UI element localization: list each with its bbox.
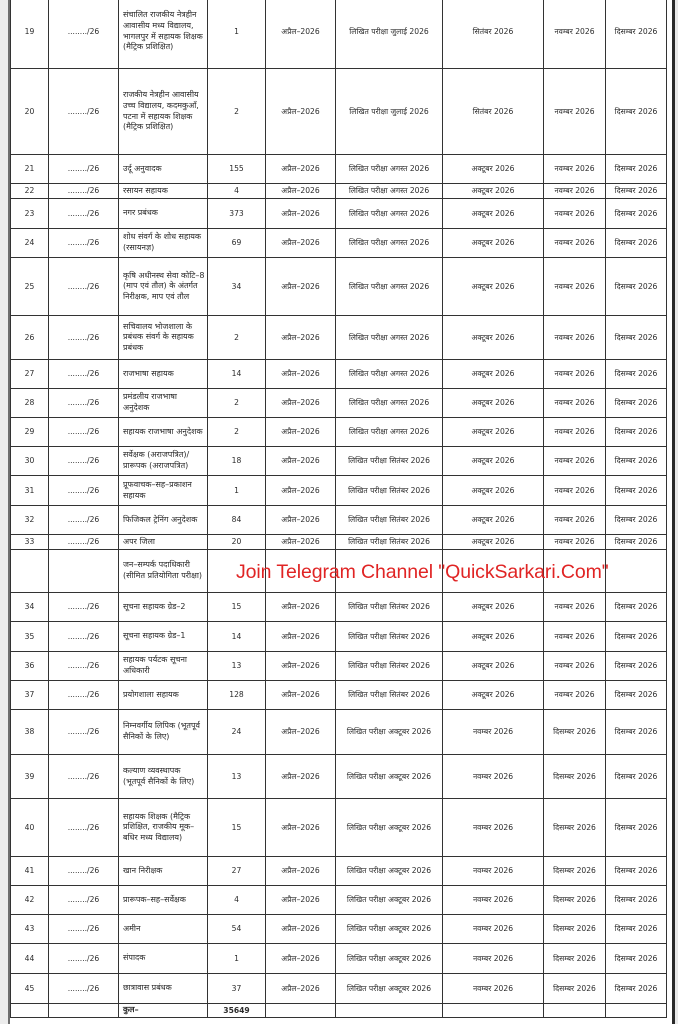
schedule-month-cell: नवम्बर 2026 [544,69,606,155]
schedule-month-cell: दिसम्बर 2026 [544,710,606,755]
completion-month-cell: दिसम्बर 2026 [606,857,667,886]
advertisement-month-cell: अप्रैल–2026 [266,447,336,476]
serial-number-cell: 42 [11,886,49,915]
reference-number-cell [49,550,119,593]
reference-number-cell: ......../26 [49,199,119,229]
vacancy-count-cell: 37 [208,974,266,1004]
schedule-month-cell: नवम्बर 2026 [544,418,606,447]
vacancy-count-cell: 1 [208,0,266,69]
reference-number-cell: ......../26 [49,69,119,155]
table-row [11,447,667,476]
post-name-cell: छात्रावास प्रबंधक [119,974,208,1004]
empty-cell [266,1004,336,1018]
schedule-month-cell: दिसम्बर 2026 [544,974,606,1004]
post-name-cell: सहायक राजभाषा अनुदेशक [119,418,208,447]
result-month-cell: सितंबर 2026 [443,69,544,155]
advertisement-month-cell: अप्रैल–2026 [266,799,336,857]
serial-number-cell: 25 [11,258,49,316]
schedule-month-cell: नवम्बर 2026 [544,155,606,184]
vacancy-count-cell: 18 [208,447,266,476]
exam-month-cell: लिखित परीक्षा अक्टूबर 2026 [336,974,443,1004]
completion-month-cell: दिसम्बर 2026 [606,360,667,389]
serial-number-cell: 29 [11,418,49,447]
completion-month-cell: दिसम्बर 2026 [606,535,667,550]
schedule-month-cell: नवम्बर 2026 [544,652,606,681]
post-name-cell: अमीन [119,915,208,944]
vacancy-count-cell: 69 [208,229,266,258]
exam-month-cell: लिखित परीक्षा सितंबर 2026 [336,506,443,535]
post-name-cell: सूचना सहायक ग्रेड–1 [119,622,208,652]
schedule-month-cell: नवम्बर 2026 [544,184,606,199]
vacancy-count-cell: 128 [208,681,266,710]
reference-number-cell: ......../26 [49,857,119,886]
result-month-cell: अक्टूबर 2026 [443,476,544,506]
completion-month-cell: दिसम्बर 2026 [606,447,667,476]
vacancy-count-cell: 4 [208,886,266,915]
advertisement-month-cell: अप्रैल–2026 [266,418,336,447]
completion-month-cell: दिसम्बर 2026 [606,258,667,316]
reference-number-cell: ......../26 [49,710,119,755]
vacancy-count-cell: 54 [208,915,266,944]
exam-month-cell: लिखित परीक्षा अगस्त 2026 [336,258,443,316]
post-name-cell: राजकीय नेत्रहीन आवासीय उच्च विद्यालय, कदमकुआँ, पटना में सहायक शिक्षक (मैट्रिक प्रशिक्षित) [119,69,208,155]
serial-number-cell: 36 [11,652,49,681]
table-row [11,710,667,755]
result-month-cell: अक्टूबर 2026 [443,447,544,476]
exam-month-cell: लिखित परीक्षा अगस्त 2026 [336,360,443,389]
serial-number-cell: 22 [11,184,49,199]
advertisement-month-cell: अप्रैल–2026 [266,652,336,681]
completion-month-cell: दिसम्बर 2026 [606,799,667,857]
vacancy-count-cell: 15 [208,593,266,622]
advertisement-month-cell: अप्रैल–2026 [266,0,336,69]
exam-month-cell: लिखित परीक्षा अक्टूबर 2026 [336,944,443,974]
total-row [11,1004,667,1018]
exam-month-cell: लिखित परीक्षा अगस्त 2026 [336,155,443,184]
telegram-watermark: Join Telegram Channel "QuickSarkari.Com" [236,561,609,583]
advertisement-month-cell: अप्रैल–2026 [266,755,336,799]
exam-month-cell: लिखित परीक्षा जुलाई 2026 [336,69,443,155]
completion-month-cell: दिसम्बर 2026 [606,886,667,915]
result-month-cell: नवम्बर 2026 [443,944,544,974]
result-month-cell: अक्टूबर 2026 [443,229,544,258]
completion-month-cell: दिसम्बर 2026 [606,944,667,974]
result-month-cell: अक्टूबर 2026 [443,593,544,622]
serial-number-cell: 20 [11,69,49,155]
completion-month-cell: दिसम्बर 2026 [606,974,667,1004]
completion-month-cell: दिसम्बर 2026 [606,155,667,184]
exam-month-cell: लिखित परीक्षा अक्टूबर 2026 [336,857,443,886]
advertisement-month-cell: अप्रैल–2026 [266,944,336,974]
exam-month-cell: लिखित परीक्षा सितंबर 2026 [336,681,443,710]
exam-month-cell: लिखित परीक्षा अगस्त 2026 [336,199,443,229]
post-name-cell: प्रारूपक–सह–सर्वेक्षक [119,886,208,915]
reference-number-cell: ......../26 [49,799,119,857]
table-row [11,258,667,316]
table-row [11,886,667,915]
page-left-edge [0,0,10,1024]
table-row [11,506,667,535]
schedule-month-cell: नवम्बर 2026 [544,360,606,389]
result-month-cell: अक्टूबर 2026 [443,258,544,316]
advertisement-month-cell: अप्रैल–2026 [266,258,336,316]
schedule-month-cell: दिसम्बर 2026 [544,755,606,799]
completion-month-cell: दिसम्बर 2026 [606,755,667,799]
serial-number-cell: 34 [11,593,49,622]
table-row [11,799,667,857]
reference-number-cell: ......../26 [49,652,119,681]
schedule-month-cell: नवम्बर 2026 [544,506,606,535]
advertisement-month-cell: अप्रैल–2026 [266,316,336,360]
result-month-cell: अक्टूबर 2026 [443,199,544,229]
vacancy-count-cell: 2 [208,69,266,155]
schedule-month-cell: नवम्बर 2026 [544,681,606,710]
table-row [11,857,667,886]
post-name-cell: उर्दू अनुवादक [119,155,208,184]
exam-calendar-table [10,0,667,1018]
serial-number-cell: 19 [11,0,49,69]
vacancy-count-cell: 14 [208,360,266,389]
completion-month-cell: दिसम्बर 2026 [606,681,667,710]
advertisement-month-cell: अप्रैल–2026 [266,69,336,155]
vacancy-count-cell: 4 [208,184,266,199]
schedule-month-cell: नवम्बर 2026 [544,622,606,652]
completion-month-cell: दिसम्बर 2026 [606,593,667,622]
table-row [11,316,667,360]
reference-number-cell: ......../26 [49,944,119,974]
reference-number-cell: ......../26 [49,755,119,799]
result-month-cell: नवम्बर 2026 [443,915,544,944]
post-name-cell: रसायन सहायक [119,184,208,199]
post-name-cell: सहायक पर्यटक सूचना अधिकारी [119,652,208,681]
completion-month-cell: दिसम्बर 2026 [606,652,667,681]
table-row [11,199,667,229]
vacancy-count-cell: 13 [208,755,266,799]
schedule-month-cell: नवम्बर 2026 [544,593,606,622]
advertisement-month-cell: अप्रैल–2026 [266,857,336,886]
advertisement-month-cell: अप्रैल–2026 [266,155,336,184]
advertisement-month-cell: अप्रैल–2026 [266,681,336,710]
advertisement-month-cell: अप्रैल–2026 [266,184,336,199]
completion-month-cell: दिसम्बर 2026 [606,0,667,69]
vacancy-count-cell: 2 [208,418,266,447]
exam-month-cell: लिखित परीक्षा जुलाई 2026 [336,0,443,69]
reference-number-cell: ......../26 [49,0,119,69]
reference-number-cell: ......../26 [49,535,119,550]
advertisement-month-cell: अप्रैल–2026 [266,535,336,550]
exam-month-cell: लिखित परीक्षा अगस्त 2026 [336,418,443,447]
reference-number-cell: ......../26 [49,974,119,1004]
table-row [11,155,667,184]
post-name-cell: प्रयोगशाला सहायक [119,681,208,710]
empty-cell [544,1004,606,1018]
completion-month-cell: दिसम्बर 2026 [606,418,667,447]
post-name-cell: राजभाषा सहायक [119,360,208,389]
advertisement-month-cell: अप्रैल–2026 [266,593,336,622]
result-month-cell: अक्टूबर 2026 [443,389,544,418]
vacancy-count-cell: 1 [208,476,266,506]
reference-number-cell: ......../26 [49,155,119,184]
post-name-cell: कृषि अधीनस्थ सेवा कोटि–8 (माप एवं तौल) के अंतर्गत निरीक्षक, माप एवं तौल [119,258,208,316]
schedule-month-cell: दिसम्बर 2026 [544,915,606,944]
result-month-cell: सितंबर 2026 [443,0,544,69]
exam-month-cell: लिखित परीक्षा सितंबर 2026 [336,652,443,681]
serial-number-cell: 41 [11,857,49,886]
exam-month-cell: लिखित परीक्षा सितंबर 2026 [336,447,443,476]
reference-number-cell: ......../26 [49,886,119,915]
result-month-cell: अक्टूबर 2026 [443,155,544,184]
advertisement-month-cell: अप्रैल–2026 [266,360,336,389]
result-month-cell: अक्टूबर 2026 [443,652,544,681]
advertisement-month-cell: अप्रैल–2026 [266,476,336,506]
reference-number-cell: ......../26 [49,360,119,389]
result-month-cell: अक्टूबर 2026 [443,184,544,199]
result-month-cell: अक्टूबर 2026 [443,506,544,535]
result-month-cell: नवम्बर 2026 [443,886,544,915]
schedule-month-cell: नवम्बर 2026 [544,258,606,316]
schedule-month-cell: नवम्बर 2026 [544,535,606,550]
completion-month-cell: दिसम्बर 2026 [606,389,667,418]
reference-number-cell: ......../26 [49,681,119,710]
exam-month-cell: लिखित परीक्षा अगस्त 2026 [336,184,443,199]
schedule-month-cell: नवम्बर 2026 [544,447,606,476]
serial-number-cell: 38 [11,710,49,755]
post-name-cell: शोध संवर्ग के शोध सहायक (रसायनज्ञ) [119,229,208,258]
result-month-cell: अक्टूबर 2026 [443,681,544,710]
serial-number-cell: 37 [11,681,49,710]
vacancy-count-cell: 2 [208,389,266,418]
post-name-cell: सहायक शिक्षक (मैट्रिक प्रशिक्षित, राजकीय मूक–बधिर मध्य विद्यालय) [119,799,208,857]
exam-month-cell: लिखित परीक्षा अक्टूबर 2026 [336,755,443,799]
table-row [11,360,667,389]
serial-number-cell: 32 [11,506,49,535]
table-row [11,476,667,506]
reference-number-cell: ......../26 [49,622,119,652]
table-row [11,184,667,199]
result-month-cell: अक्टूबर 2026 [443,622,544,652]
exam-month-cell: लिखित परीक्षा अगस्त 2026 [336,316,443,360]
reference-number-cell: ......../26 [49,476,119,506]
completion-month-cell: दिसम्बर 2026 [606,915,667,944]
serial-number-cell: 30 [11,447,49,476]
post-name-cell: प्रमंडलीय राजभाषा अनुदेशक [119,389,208,418]
advertisement-month-cell: अप्रैल–2026 [266,710,336,755]
schedule-month-cell: नवम्बर 2026 [544,389,606,418]
exam-month-cell: लिखित परीक्षा अक्टूबर 2026 [336,799,443,857]
serial-number-cell [11,550,49,593]
schedule-month-cell: दिसम्बर 2026 [544,886,606,915]
total-sn-cell [11,1004,49,1018]
vacancy-count-cell: 24 [208,710,266,755]
post-name-cell: संपादक [119,944,208,974]
schedule-month-cell: नवम्बर 2026 [544,199,606,229]
serial-number-cell: 26 [11,316,49,360]
advertisement-month-cell: अप्रैल–2026 [266,915,336,944]
advertisement-month-cell: अप्रैल–2026 [266,622,336,652]
advertisement-month-cell: अप्रैल–2026 [266,974,336,1004]
vacancy-count-cell: 1 [208,944,266,974]
result-month-cell: नवम्बर 2026 [443,974,544,1004]
schedule-month-cell: दिसम्बर 2026 [544,857,606,886]
serial-number-cell: 28 [11,389,49,418]
vacancy-count-cell: 373 [208,199,266,229]
empty-cell [443,1004,544,1018]
schedule-month-cell: दिसम्बर 2026 [544,944,606,974]
vacancy-count-cell: 13 [208,652,266,681]
exam-month-cell: लिखित परीक्षा सितंबर 2026 [336,593,443,622]
table-row [11,389,667,418]
table-row [11,755,667,799]
vacancy-count-cell: 155 [208,155,266,184]
vacancy-count-cell: 2 [208,316,266,360]
empty-cell [606,1004,667,1018]
exam-month-cell: लिखित परीक्षा सितंबर 2026 [336,622,443,652]
table-row [11,681,667,710]
reference-number-cell: ......../26 [49,389,119,418]
exam-month-cell: लिखित परीक्षा सितंबर 2026 [336,535,443,550]
serial-number-cell: 39 [11,755,49,799]
result-month-cell: नवम्बर 2026 [443,755,544,799]
serial-number-cell: 27 [11,360,49,389]
table-row [11,229,667,258]
table-row [11,974,667,1004]
result-month-cell: अक्टूबर 2026 [443,418,544,447]
table-row [11,0,667,69]
vacancy-count-cell: 27 [208,857,266,886]
completion-month-cell [606,550,667,593]
post-name-cell: जन–सम्पर्क पदाधिकारी (सीमित प्रतियोगिता परीक्षा) [119,550,208,593]
reference-number-cell: ......../26 [49,316,119,360]
table-row [11,535,667,550]
table-row [11,69,667,155]
table-row [11,915,667,944]
completion-month-cell: दिसम्बर 2026 [606,710,667,755]
post-name-cell: नगर प्रबंधक [119,199,208,229]
empty-cell [336,1004,443,1018]
reference-number-cell: ......../26 [49,229,119,258]
advertisement-month-cell: अप्रैल–2026 [266,229,336,258]
reference-number-cell: ......../26 [49,418,119,447]
exam-month-cell: लिखित परीक्षा सितंबर 2026 [336,476,443,506]
serial-number-cell: 35 [11,622,49,652]
total-ref-cell [49,1004,119,1018]
exam-month-cell: लिखित परीक्षा अगस्त 2026 [336,229,443,258]
table-body [11,0,667,1004]
serial-number-cell: 40 [11,799,49,857]
serial-number-cell: 44 [11,944,49,974]
total-label: कुल– [119,1004,208,1018]
result-month-cell: नवम्बर 2026 [443,799,544,857]
vacancy-count-cell: 84 [208,506,266,535]
completion-month-cell: दिसम्बर 2026 [606,69,667,155]
post-name-cell: सूचना सहायक ग्रेड–2 [119,593,208,622]
vacancy-count-cell: 15 [208,799,266,857]
schedule-month-cell: नवम्बर 2026 [544,476,606,506]
reference-number-cell: ......../26 [49,915,119,944]
vacancy-count-cell: 34 [208,258,266,316]
table-row [11,944,667,974]
post-name-cell: अपर जिला [119,535,208,550]
serial-number-cell: 23 [11,199,49,229]
result-month-cell: अक्टूबर 2026 [443,535,544,550]
serial-number-cell: 21 [11,155,49,184]
completion-month-cell: दिसम्बर 2026 [606,476,667,506]
table-row [11,622,667,652]
result-month-cell: नवम्बर 2026 [443,857,544,886]
completion-month-cell: दिसम्बर 2026 [606,506,667,535]
vacancy-count-cell: 20 [208,535,266,550]
table-row [11,593,667,622]
reference-number-cell: ......../26 [49,184,119,199]
reference-number-cell: ......../26 [49,447,119,476]
post-name-cell: सर्वेक्षक (अराजपत्रित)/ प्रारूपक (अराजपत्रित) [119,447,208,476]
completion-month-cell: दिसम्बर 2026 [606,199,667,229]
post-name-cell: सचिवालय भोजशाला के प्रबंधक संवर्ग के सहायक प्रबंधक [119,316,208,360]
post-name-cell: फिजिकल ट्रेनिंग अनुदेशक [119,506,208,535]
completion-month-cell: दिसम्बर 2026 [606,622,667,652]
completion-month-cell: दिसम्बर 2026 [606,184,667,199]
serial-number-cell: 24 [11,229,49,258]
serial-number-cell: 45 [11,974,49,1004]
table-row [11,418,667,447]
serial-number-cell: 33 [11,535,49,550]
post-name-cell: निम्नवर्गीय लिपिक (भूतपूर्व सैनिकों के लिए) [119,710,208,755]
schedule-month-cell: दिसम्बर 2026 [544,799,606,857]
exam-month-cell: लिखित परीक्षा अगस्त 2026 [336,389,443,418]
table-row [11,652,667,681]
post-name-cell: प्रूफवाचक–सह–प्रकाशन सहायक [119,476,208,506]
completion-month-cell: दिसम्बर 2026 [606,316,667,360]
result-month-cell: अक्टूबर 2026 [443,360,544,389]
post-name-cell: खान निरीक्षक [119,857,208,886]
reference-number-cell: ......../26 [49,506,119,535]
exam-month-cell: लिखित परीक्षा अक्टूबर 2026 [336,886,443,915]
schedule-month-cell: नवम्बर 2026 [544,229,606,258]
serial-number-cell: 31 [11,476,49,506]
reference-number-cell: ......../26 [49,593,119,622]
result-month-cell: अक्टूबर 2026 [443,316,544,360]
advertisement-month-cell: अप्रैल–2026 [266,389,336,418]
post-name-cell: संचालित राजकीय नेत्रहीन आवासीय मध्य विद्यालय, भागलपुर में सहायक शिक्षक (मैट्रिक प्रशिक्षित) [119,0,208,69]
schedule-month-cell: नवम्बर 2026 [544,0,606,69]
exam-month-cell: लिखित परीक्षा अक्टूबर 2026 [336,915,443,944]
schedule-month-cell: नवम्बर 2026 [544,316,606,360]
result-month-cell: नवम्बर 2026 [443,710,544,755]
post-name-cell: कल्याण व्यवस्थापक (भूतपूर्व सैनिकों के लिए) [119,755,208,799]
serial-number-cell: 43 [11,915,49,944]
advertisement-month-cell: अप्रैल–2026 [266,199,336,229]
completion-month-cell: दिसम्बर 2026 [606,229,667,258]
total-posts: 35649 [208,1004,266,1018]
advertisement-month-cell: अप्रैल–2026 [266,506,336,535]
reference-number-cell: ......../26 [49,258,119,316]
exam-month-cell: लिखित परीक्षा अक्टूबर 2026 [336,710,443,755]
advertisement-month-cell: अप्रैल–2026 [266,886,336,915]
vacancy-count-cell: 14 [208,622,266,652]
